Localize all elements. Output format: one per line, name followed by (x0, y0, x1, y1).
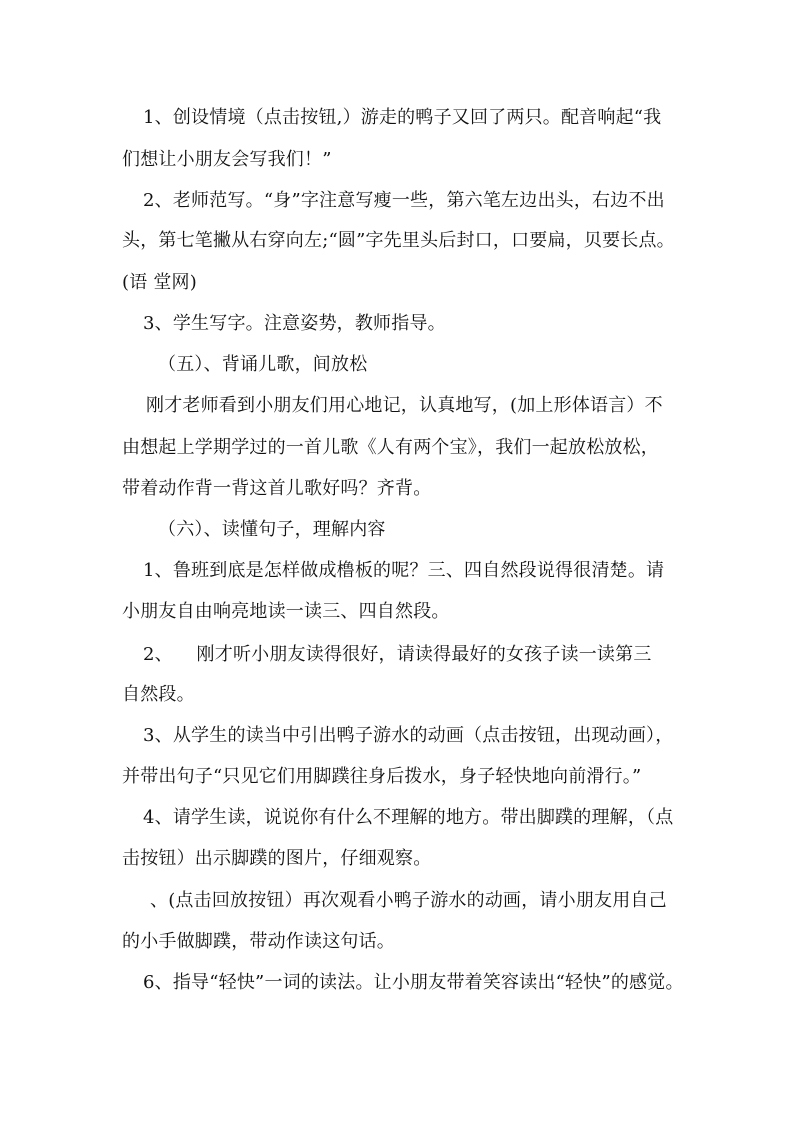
paragraph-line: 2、老师范写。“身”字注意写瘦一些，第六笔左边出头，右边不出 (143, 190, 665, 211)
paragraph-line: 自然段。 (122, 684, 195, 705)
paragraph-line: 3、从学生的读当中引出鸭子游水的动画（点击按钮，出现动画）， (143, 725, 674, 746)
paragraph-line: 4、请学生读，说说你有什么不理解的地方。带出脚蹼的理解，（点 (143, 807, 674, 828)
paragraph-line: 的小手做脚蹼，带动作读这句话。 (122, 931, 395, 952)
paragraph-line: 2、 刚才听小朋友读得很好，请读得最好的女孩子读一读第三 (143, 644, 652, 665)
paragraph-line: 头，第七笔撇从右穿向左;“圆”字先里头后封口，口要扁，贝要长点。 (122, 230, 675, 251)
paragraph-line: 1、创设情境（点击按钮,）游走的鸭子又回了两只。配音响起“我 (143, 107, 662, 128)
paragraph-line: 刚才老师看到小朋友们用心地记，认真地写，(加上形体语言）不 (146, 395, 663, 416)
paragraph-line: 击按钮）出示脚蹼的图片，仔细观察。 (122, 848, 432, 869)
paragraph-line: 们想让小朋友会写我们！” (122, 149, 332, 170)
paragraph-line: 1、鲁班到底是怎样做成橹板的呢？三、四自然段说得很清楚。请 (143, 560, 665, 581)
paragraph-line: 3、学生写字。注意姿势，教师指导。 (143, 313, 446, 334)
paragraph-line: 由想起上学期学过的一首儿歌《人有两个宝》，我们一起放松放松， (122, 437, 659, 458)
paragraph-line: 、(点击回放按钮）再次观看小鸭子游水的动画，请小朋友用自己 (150, 890, 667, 911)
section-heading: （五）、背诵儿歌，间放松 (158, 354, 368, 375)
paragraph-line: 并带出句子“只见它们用脚蹼往身后拨水，身子轻快地向前滑行。” (122, 766, 642, 787)
paragraph-line: 带着动作背一背这首儿歌好吗？齐背。 (122, 478, 432, 499)
paragraph-line: 6、指导“轻快”一词的读法。让小朋友带着笑容读出“轻快”的感觉。 (143, 972, 684, 993)
section-heading: （六）、读懂句子，理解内容 (158, 519, 386, 540)
paragraph-line: (语 堂网) (122, 272, 197, 293)
paragraph-line: 小朋友自由响亮地读一读三、四自然段。 (122, 601, 450, 622)
